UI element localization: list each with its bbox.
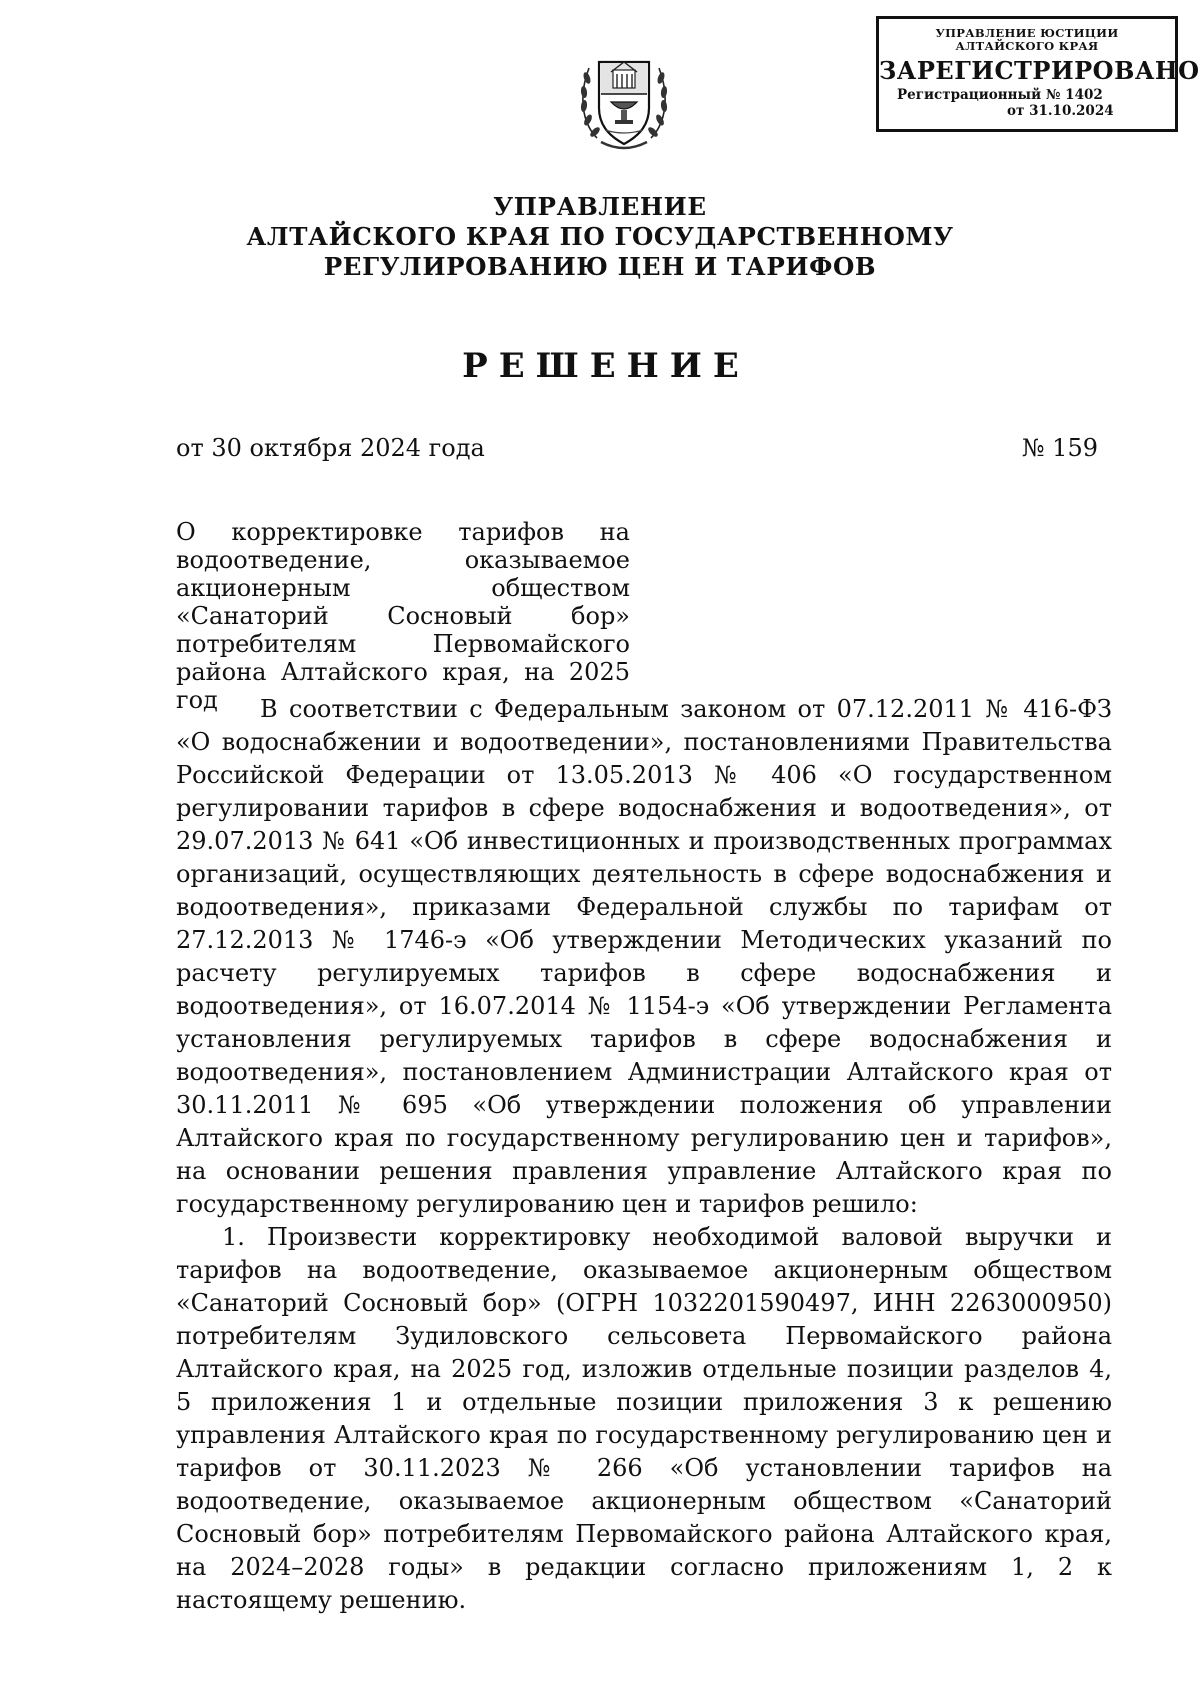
authority-line2: АЛТАЙСКОГО КРАЯ ПО ГОСУДАРСТВЕННОМУ: [246, 222, 954, 251]
stamp-org-line1: УПРАВЛЕНИЕ ЮСТИЦИИ: [935, 26, 1119, 40]
document-type-title: РЕШЕНИЕ: [462, 346, 750, 386]
item-1-paragraph: 1. Произвести корректировку необходимой валовой выручки и тарифов на водоотведение, оказываемое акционерным обществом «Санаторий Сосновый бор» (ОГРН 1032201590497, ИНН 2263000950) потребителям Зудиловского сельсовета Первомайского района Алтайского края, на 2025 год, изложив отдельные позиции разделов 4, 5 приложения 1 и отдельные позиции приложения 3 к решению управления Алтайского края по государственному регулированию цен и тарифов от 30.11.2023 № 266 «Об установлении тарифов на водоотведение, оказываемое акционерным обществом «Санаторий Сосновый бор» потребителям Первомайского района Алтайского края, на 2024–2028 годы» в редакции согласно приложениям 1, 2 к настоящему решению.: [176, 1223, 1112, 1614]
stamp-organization: [879, 27, 1175, 53]
authority-line3: РЕГУЛИРОВАНИЮ ЦЕН И ТАРИФОВ: [323, 252, 877, 281]
altai-krai-coat-of-arms-icon: [575, 38, 673, 154]
registration-stamp: [876, 16, 1200, 132]
stamp-registration: [879, 87, 1175, 119]
document-body: [176, 693, 1112, 1617]
stamp-reg-number: Регистрационный № 1402: [897, 87, 1103, 103]
stamp-status: ЗАРЕГИСТРИРОВАНО: [879, 56, 1200, 85]
document-date: от 30 октября 2024 года: [176, 434, 485, 462]
document-subject: О корректировке тарифов на водоотведение, оказываемое акционерным обществом «Санаторий Сосновый бор» потребителям Первомайского района Алтайского края, на 2025 год: [176, 518, 630, 714]
stamp-org-line2: АЛТАЙСКОГО КРАЯ: [955, 39, 1099, 53]
authority-line1: УПРАВЛЕНИЕ: [493, 192, 707, 221]
document-number: № 159: [1021, 434, 1098, 462]
stamp-reg-date: от 31.10.2024: [1007, 103, 1114, 119]
authority-name: [0, 192, 1200, 282]
preamble-paragraph: В соответствии с Федеральным законом от 07.12.2011 № 416-ФЗ «О водоснабжении и водоотведении», постановлениями Правительства Российской Федерации от 13.05.2013 № 406 «О государственном регулировании тарифов в сфере водоснабжения и водоотведения», от 29.07.2013 № 641 «Об инвестиционных и производственных программах организаций, осуществляющих деятельность в сфере водоснабжения и водоотведения», приказами Федеральной службы по тарифам от 27.12.2013 № 1746-э «Об утверждении Методических указаний по расчету регулируемых тарифов в сфере водоснабжения и водоотведения», от 16.07.2014 № 1154-э «Об утверждении Регламента установления регулируемых тарифов в сфере водоснабжения и водоотведения», постановлением Администрации Алтайского края от 30.11.2011 № 695 «Об утверждении положения об управлении Алтайского края по государственному регулированию цен и тарифов», на основании решения правления управление Алтайского края по государственному регулированию цен и тарифов решило:: [176, 695, 1112, 1218]
